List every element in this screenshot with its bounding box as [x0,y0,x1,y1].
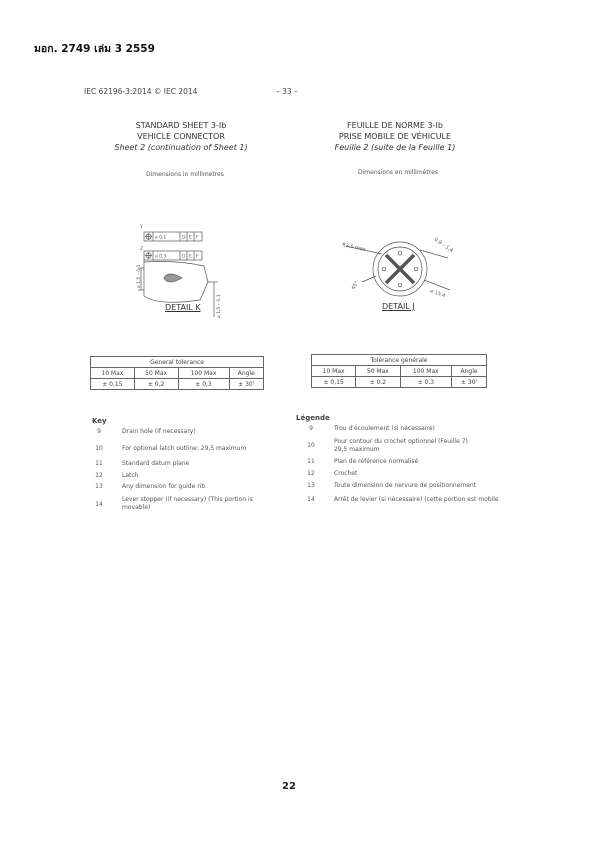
detail-j-label: DETAIL J [382,302,415,311]
key-number: 9 [309,425,313,432]
tolerance-header: 10 Max [312,366,356,377]
right-title-line2: PRISE MOBILE DE VÉHICULE [338,132,452,141]
key-text: Toute dimension de nervure de positionnement [334,482,477,489]
source-page-number: – 33 – [276,87,298,96]
tolerance-header: 10 Max [91,368,135,379]
key-text: Arrêt de levier (si nécessaire) (cette portion est mobile [334,496,499,503]
left-title-line2: VEHICLE CONNECTOR [137,132,225,141]
right-title-block [310,120,480,153]
left-title-line3: Sheet 2 (continuation of Sheet 1) [114,143,248,152]
key-heading: Key [92,417,107,425]
key-number: 11 [95,460,103,467]
key-text: Latch [122,472,139,479]
detail-j-radius: R2,5 max [341,242,367,253]
detail-k-label: DETAIL K [165,303,201,312]
right-title-line3: Feuille 2 (suite de la Feuille 1) [334,143,456,152]
page-number: 22 [282,781,296,792]
key-number: 10 [307,442,315,449]
tolerance-title: General tolerance [91,357,264,368]
detail-j-dim-b: ⌀ 15,4 [429,288,447,300]
key-number: 13 [307,482,315,489]
key-text: Pour contour du crochet optionnel (Feuille 7) 29,5 maximum [334,438,468,453]
detail-k-tol1: ⌀ 0,1 [155,235,167,241]
tolerance-value: ± 30' [229,379,263,390]
detail-k-d1: D [182,235,186,241]
tolerance-header: Angle [452,366,487,377]
tolerance-value: ± 0,15 [312,377,356,388]
key-number: 14 [307,496,315,503]
detail-k-dim-b: ⌀ 1,5 – 0,1 [217,294,222,318]
detail-k-f1: F [196,235,199,241]
key-number: 11 [307,458,315,465]
left-title-line1: STANDARD SHEET 3-Ib [135,121,227,130]
tolerance-value: ± 0,2 [356,377,400,388]
tolerance-value: ± 0,3 [178,379,229,390]
detail-j-dim-a: 0,9 – 1,4 [432,236,454,255]
detail-k-tag-y: Y [140,225,143,230]
thai-standard-header: มอก. 2749 เล่ม 3 2559 [34,43,155,55]
key-text: Crochet [334,470,358,477]
tolerance-value: ± 0,2 [134,379,178,390]
detail-k-tag-z: Z [140,247,144,252]
detail-k-dim-a: ⌀ 1,5 – 0,1 [137,264,142,288]
key-number: 13 [95,483,103,490]
key-text: For optional latch outline: 29,5 maximum [122,445,247,452]
key-text: Plan de référence normalisé [334,458,419,465]
general-tolerance-table [90,356,264,390]
tolerance-title: Tolérance générale [312,355,487,366]
detail-j-drawing [338,224,468,304]
key-number: 9 [97,428,101,435]
tolerance-value: ± 0,15 [91,379,135,390]
key-number: 12 [307,470,315,477]
detail-k-d2: D [182,254,186,260]
tolerance-value: ± 0,3 [400,377,452,388]
key-text: Standard datum plane [122,460,190,467]
key-number: 12 [95,472,103,479]
tolerance-value: ± 30' [452,377,487,388]
detail-k-e1: E [189,235,192,241]
tolerance-header: 50 Max [356,366,400,377]
right-dimensions-note: Dimensions en millimètres [358,169,438,176]
tolerance-header: Angle [229,368,263,379]
key-text: Drain hole (if necessary) [122,428,196,435]
key-text: Lever stopper (if necessary) (This portion is movable) [122,496,253,511]
tolerance-header: 50 Max [134,368,178,379]
key-text: Any dimension for guide rib [122,483,206,490]
iec-reference: IEC 62196-3:2014 © IEC 2014 [84,87,198,96]
detail-k-f2: F [196,254,199,260]
legende-heading: Légende [296,414,330,422]
detail-j-angle: 45° [350,280,361,291]
detail-k-e2: E [189,254,192,260]
tolerance-generale-table [311,354,487,388]
left-title-block [96,120,266,153]
left-dimensions-note: Dimensions in millimetres [146,171,224,178]
key-text: Trou d'écoulement (si nécessaire) [334,425,435,432]
tolerance-header: 100 Max [178,368,229,379]
tolerance-header: 100 Max [400,366,452,377]
detail-k-tol2: ⌀ 0,3 [155,254,167,260]
key-number: 10 [95,445,103,452]
key-number: 14 [95,501,103,508]
right-title-line1: FEUILLE DE NORME 3-Ib [347,121,443,130]
